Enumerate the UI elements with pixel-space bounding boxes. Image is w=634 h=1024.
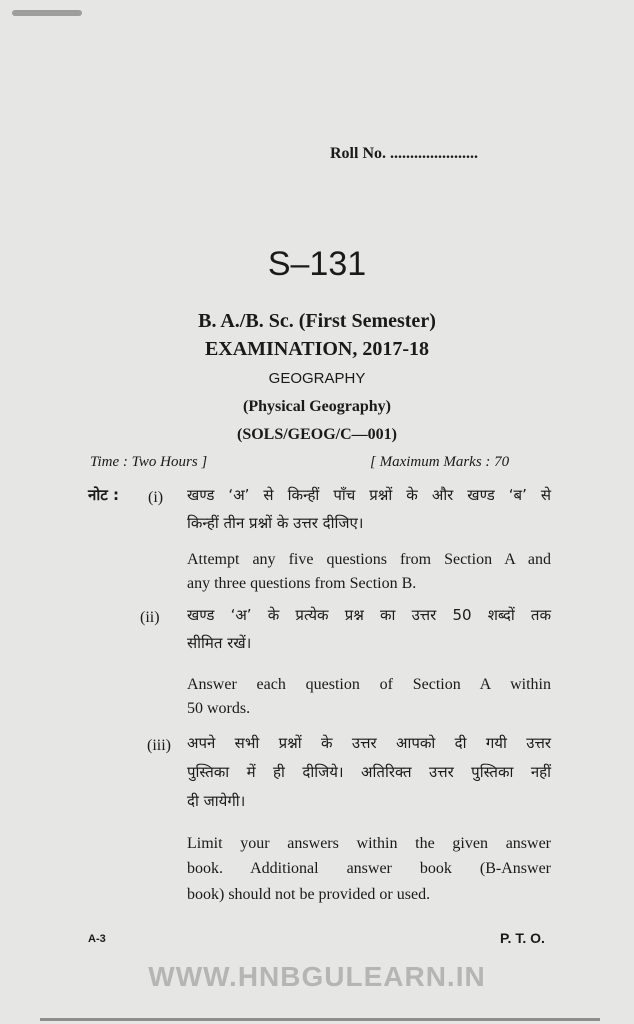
english-line: Answer each question of Section A within	[187, 676, 551, 693]
scan-smudge	[12, 10, 82, 16]
paper-name: (Physical Geography)	[243, 398, 391, 415]
item-number: (ii)	[140, 609, 160, 626]
paper-code-detail: (SOLS/GEOG/C—001)	[236, 426, 398, 443]
time-allowed: Time : Two Hours ]	[90, 454, 208, 470]
hindi-line: पुस्तिका में ही दीजिये। अतिरिक्त उत्तर पुस्तिका नहीं	[187, 763, 551, 781]
hindi-line: दी जायेगी।	[187, 792, 246, 810]
hindi-line: सीमित रखें।	[187, 634, 252, 652]
exam-title: EXAMINATION, 2017-18	[204, 338, 430, 360]
pto-label: P. T. O.	[500, 930, 545, 946]
note-label: नोट :	[88, 486, 119, 504]
item-number: (i)	[148, 489, 164, 506]
english-line: any three questions from Section B.	[187, 575, 417, 592]
english-line: book) should not be provided or used.	[187, 886, 431, 903]
roll-number-field: Roll No. ......................	[330, 145, 478, 162]
hindi-line: अपने सभी प्रश्नों के उत्तर आपको दी गयी उत्तर	[187, 734, 551, 752]
english-line: book. Additional answer book (B-Answer	[187, 860, 551, 877]
paper-code: S–131	[267, 245, 367, 283]
scan-edge	[40, 1018, 600, 1021]
item-number: (iii)	[147, 737, 171, 754]
hindi-line: किन्हीं तीन प्रश्नों के उत्तर दीजिए।	[187, 514, 364, 532]
hindi-line: खण्ड ‘अ’ से किन्हीं पाँच प्रश्नों के और खण्ड ‘ब’ से	[187, 486, 551, 504]
maximum-marks: [ Maximum Marks : 70	[370, 454, 510, 470]
english-line: 50 words.	[187, 700, 251, 717]
watermark: WWW.HNBGULEARN.IN	[148, 961, 486, 992]
english-line: Limit your answers within the given answer	[187, 835, 551, 852]
course-title: B. A./B. Sc. (First Semester)	[198, 310, 436, 332]
subject: GEOGRAPHY	[268, 370, 366, 387]
hindi-line: खण्ड ‘अ’ के प्रत्येक प्रश्न का उत्तर 50 शब्दों तक	[187, 606, 551, 624]
page-ref: A-3	[88, 933, 106, 945]
english-line: Attempt any five questions from Section A and	[187, 551, 551, 568]
